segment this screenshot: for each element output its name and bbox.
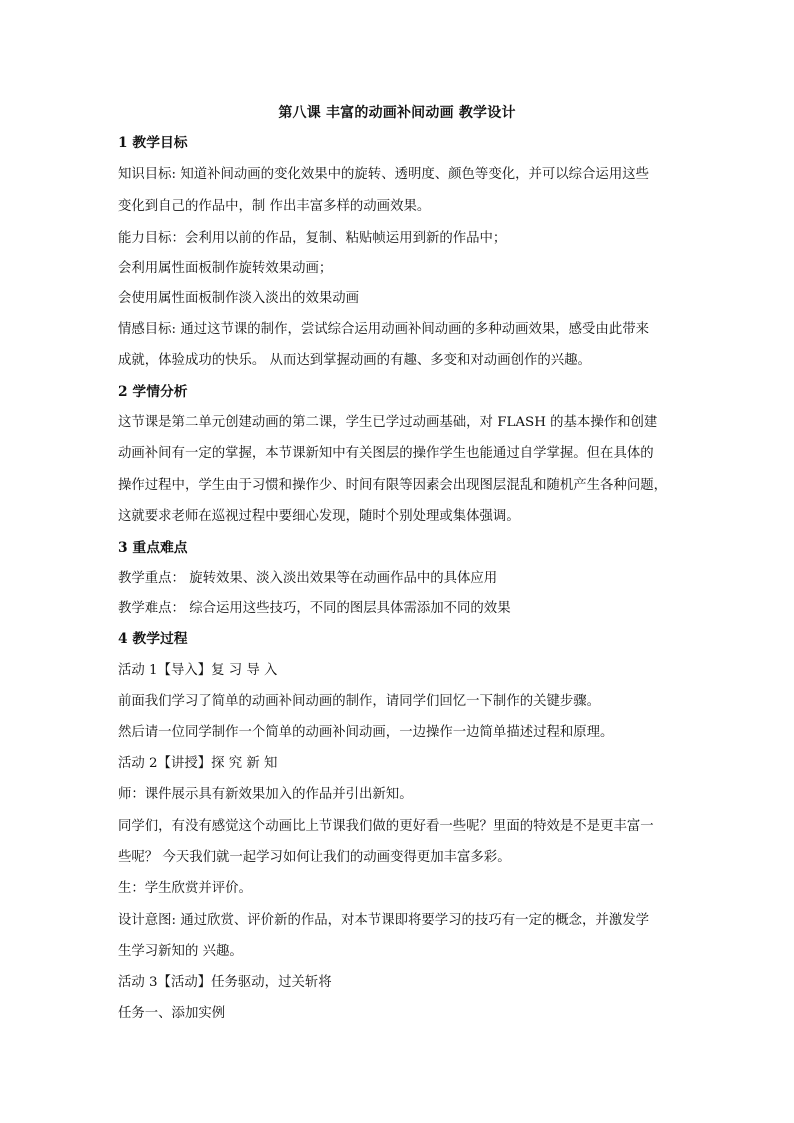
paragraph-line: 活动 3【活动】任务驱动，过关斩将 (118, 975, 332, 990)
paragraph-line: 情感目标: 通过这节课的制作，尝试综合运用动画补间动画的多种动画效果，感受由此带来 (118, 322, 649, 337)
paragraph-line: 同学们，有没有感觉这个动画比上节课我们做的更好看一些呢？里面的特效是不是更丰富一 (118, 819, 654, 834)
paragraph-line: 前面我们学习了简单的动画补间动画的制作，请同学们回忆一下制作的关键步骤。 (118, 694, 601, 709)
paragraph-line: 设计意图: 通过欣赏、评价新的作品，对本节课即将要学习的技巧有一定的概念，并激发学 (118, 913, 649, 928)
paragraph-line: 教学难点： 综合运用这些技巧，不同的图层具体需添加不同的效果 (118, 601, 511, 616)
paragraph-line: 生：学生欣赏并评价。 (118, 881, 252, 896)
paragraph-line: 能力目标：会利用以前的作品，复制、粘贴帧运用到新的作品中； (118, 231, 507, 246)
paragraph-line: 这就要求老师在巡视过程中要细心发现，随时个别处理或集体强调。 (118, 509, 520, 524)
section-heading-analysis: 2 学情分析 (118, 384, 188, 400)
paragraph-line: 生学习新知的 兴趣。 (118, 944, 243, 959)
paragraph-line: 些呢？ 今天我们就一起学习如何让我们的动画变得更加丰富多彩。 (118, 850, 511, 865)
section-heading-process: 4 教学过程 (118, 631, 188, 647)
paragraph-line: 操作过程中，学生由于习惯和操作少、时间有限等因素会出现图层混乱和随机产生各种问题， (118, 478, 668, 493)
paragraph-line: 然后请一位同学制作一个简单的动画补间动画，一边操作一边简单描述过程和原理。 (118, 725, 614, 740)
paragraph-line: 教学重点： 旋转效果、淡入淡出效果等在动画作品中的具体应用 (118, 571, 498, 586)
paragraph-line: 活动 1【导入】复 习 导 入 (118, 663, 278, 678)
paragraph-line: 会使用属性面板制作淡入淡出的效果动画 (118, 291, 360, 306)
paragraph-line: 成就，体验成功的快乐。 从而达到掌握动画的有趣、多变和对动画创作的兴趣。 (118, 353, 591, 368)
paragraph-line: 师：课件展示具有新效果加入的作品并引出新知。 (118, 787, 413, 802)
paragraph-line: 动画补间有一定的掌握，本节课新知中有关图层的操作学生也能通过自学掌握。但在具体的 (118, 446, 654, 461)
paragraph-line: 任务一、添加实例 (118, 1006, 226, 1021)
paragraph-line: 会利用属性面板制作旋转效果动画； (118, 261, 333, 276)
paragraph-line: 变化到自己的作品中，制 作出丰富多样的动画效果。 (118, 199, 431, 214)
document-title: 第八课 丰富的动画补间动画 教学设计 (278, 105, 516, 121)
paragraph-line: 知识目标: 知道补间动画的变化效果中的旋转、透明度、颜色等变化，并可以综合运用这些 (118, 167, 649, 182)
section-heading-objectives: 1 教学目标 (118, 135, 188, 151)
section-heading-key-points: 3 重点难点 (118, 540, 188, 556)
paragraph-line: 这节课是第二单元创建动画的第二课，学生已学过动画基础，对 FLASH 的基本操作和创建 (118, 415, 658, 430)
paragraph-line: 活动 2【讲授】探 究 新 知 (118, 756, 278, 771)
